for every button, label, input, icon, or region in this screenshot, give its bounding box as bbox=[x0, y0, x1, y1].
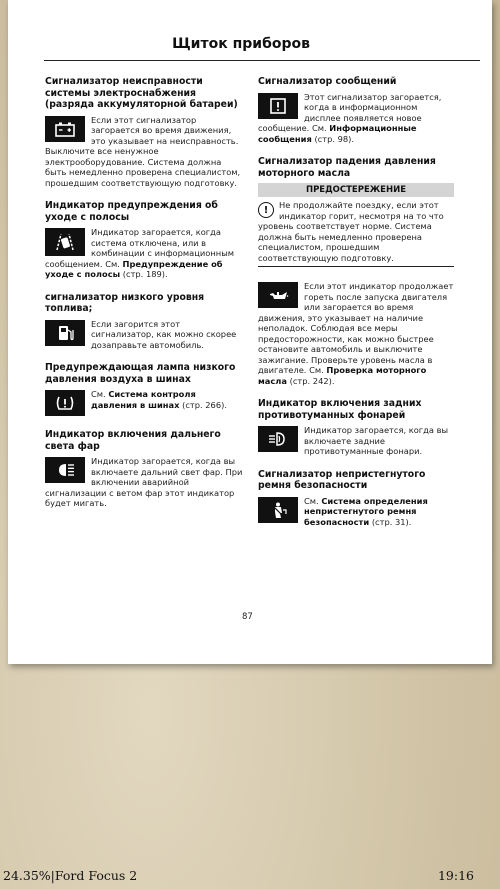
section-title: Индикатор включения дальнего света фар bbox=[45, 429, 221, 452]
reading-progress[interactable] bbox=[3, 868, 137, 883]
section-rear-fog bbox=[258, 398, 454, 457]
cross-reference-link[interactable]: Система контроля давления в шинах bbox=[91, 389, 196, 410]
lane-departure-icon bbox=[45, 228, 85, 256]
section-text: См. bbox=[304, 495, 319, 506]
battery-icon bbox=[45, 116, 85, 142]
section-title: Сигнализатор непристегнутого ремня безопасности bbox=[258, 468, 426, 491]
title-divider bbox=[44, 60, 480, 61]
section-high-beam bbox=[45, 429, 243, 509]
section-seatbelt bbox=[258, 469, 454, 528]
book-page[interactable] bbox=[8, 0, 492, 664]
reference-page: (стр. 98). bbox=[314, 133, 355, 144]
section-text: Если этот сигнализатор загорается во время движения, это указывает на неисправность. Выключите все ненужное электрооборудование. Система должна быть немедленно проверена специалистом, прошедшим соответствующую подготовку. bbox=[45, 114, 241, 188]
section-text: См. bbox=[91, 389, 106, 399]
section-text: Индикатор загорается, когда вы включаете задние противотуманные фонари. bbox=[304, 425, 449, 456]
section-title: Индикатор включения задних противотуманных фонарей bbox=[258, 398, 422, 421]
left-column bbox=[45, 76, 243, 521]
rear-fog-icon bbox=[258, 426, 298, 452]
section-title: Сигнализатор падения давления моторного масла bbox=[258, 156, 436, 179]
section-title: Сигнализатор неисправности системы электроснабжения (разряда аккумуляторной батареи) bbox=[45, 76, 238, 110]
section-title: Индикатор предупреждения об уходе с полосы bbox=[45, 200, 218, 223]
section-text: Этот сигнализатор загорается, когда в информационном дисплее появляется новое сообщение. См. bbox=[258, 91, 442, 133]
page-header bbox=[8, 0, 492, 62]
progress-percent: 24.35% bbox=[3, 868, 51, 883]
section-title: Предупреждающая лампа низкого давления воздуха в шинах bbox=[45, 362, 236, 385]
section-battery bbox=[45, 76, 243, 188]
section-text: Если этот индикатор продолжает гореть после запуска двигателя или загорается во время движения, это указывает на наличие неполадок. Соблюдая все меры предосторожности, как можно быстрее остановите автомобиль и выключите зажигание. Проверьте уровень масла в двигателе. См. bbox=[258, 281, 454, 375]
section-text: Индикатор загорается, когда система отключена, или в комбинации с информационным сообщением. См. bbox=[45, 227, 235, 269]
cross-reference-link[interactable]: Система определения непристегнутого ремня безопасности bbox=[304, 495, 428, 527]
warning-exclamation-icon: ! bbox=[258, 202, 274, 218]
section-oil-pressure bbox=[258, 156, 454, 386]
reference-page: (стр. 189). bbox=[122, 269, 168, 279]
warning-divider bbox=[258, 266, 454, 267]
seatbelt-icon bbox=[258, 497, 298, 523]
section-lane-departure bbox=[45, 200, 243, 280]
section-fuel bbox=[45, 292, 243, 351]
page-title: Щиток приборов bbox=[172, 36, 310, 52]
right-column bbox=[258, 76, 454, 539]
high-beam-icon bbox=[45, 457, 85, 483]
section-text: Если загорится этот сигнализатор, как можно скорее дозаправьте автомобиль. bbox=[91, 318, 237, 350]
reference-page: (стр. 242). bbox=[289, 375, 335, 386]
warning-text: Не продолжайте поездку, если этот индикатор горит, несмотря на то что уровень соответствует норме. Система должна быть немедленно проверена специалистом, прошедшим соответствующую подготовку. bbox=[258, 200, 444, 263]
section-text: Индикатор загорается, когда вы включаете дальний свет фар. При включении аварийной сигнализации с ветом фар этот индикатор будет мигать. bbox=[45, 456, 243, 508]
reference-page: (стр. 266). bbox=[182, 399, 227, 410]
section-title: сигнализатор низкого уровня топлива; bbox=[45, 291, 205, 314]
section-title: Сигнализатор сообщений bbox=[258, 76, 397, 87]
section-tire-pressure bbox=[45, 362, 243, 417]
section-messages bbox=[258, 76, 454, 144]
oil-can-icon bbox=[258, 282, 298, 308]
clock: 19:16 bbox=[437, 868, 474, 883]
message-icon bbox=[258, 93, 298, 119]
tire-pressure-icon bbox=[45, 390, 85, 416]
fuel-pump-icon bbox=[45, 320, 85, 346]
cross-reference-link[interactable]: Информационные сообщения bbox=[258, 123, 417, 144]
page-number: 87 bbox=[242, 612, 253, 622]
book-title: Ford Focus 2 bbox=[54, 868, 138, 883]
cross-reference-link[interactable]: Проверка моторного масла bbox=[258, 365, 427, 386]
cross-reference-link[interactable]: Предупреждение об уходе с полосы bbox=[45, 258, 223, 279]
separator: | bbox=[50, 868, 55, 883]
reference-page: (стр. 31). bbox=[371, 516, 412, 527]
warning-header: ПРЕДОСТЕРЕЖЕНИЕ bbox=[258, 183, 454, 197]
